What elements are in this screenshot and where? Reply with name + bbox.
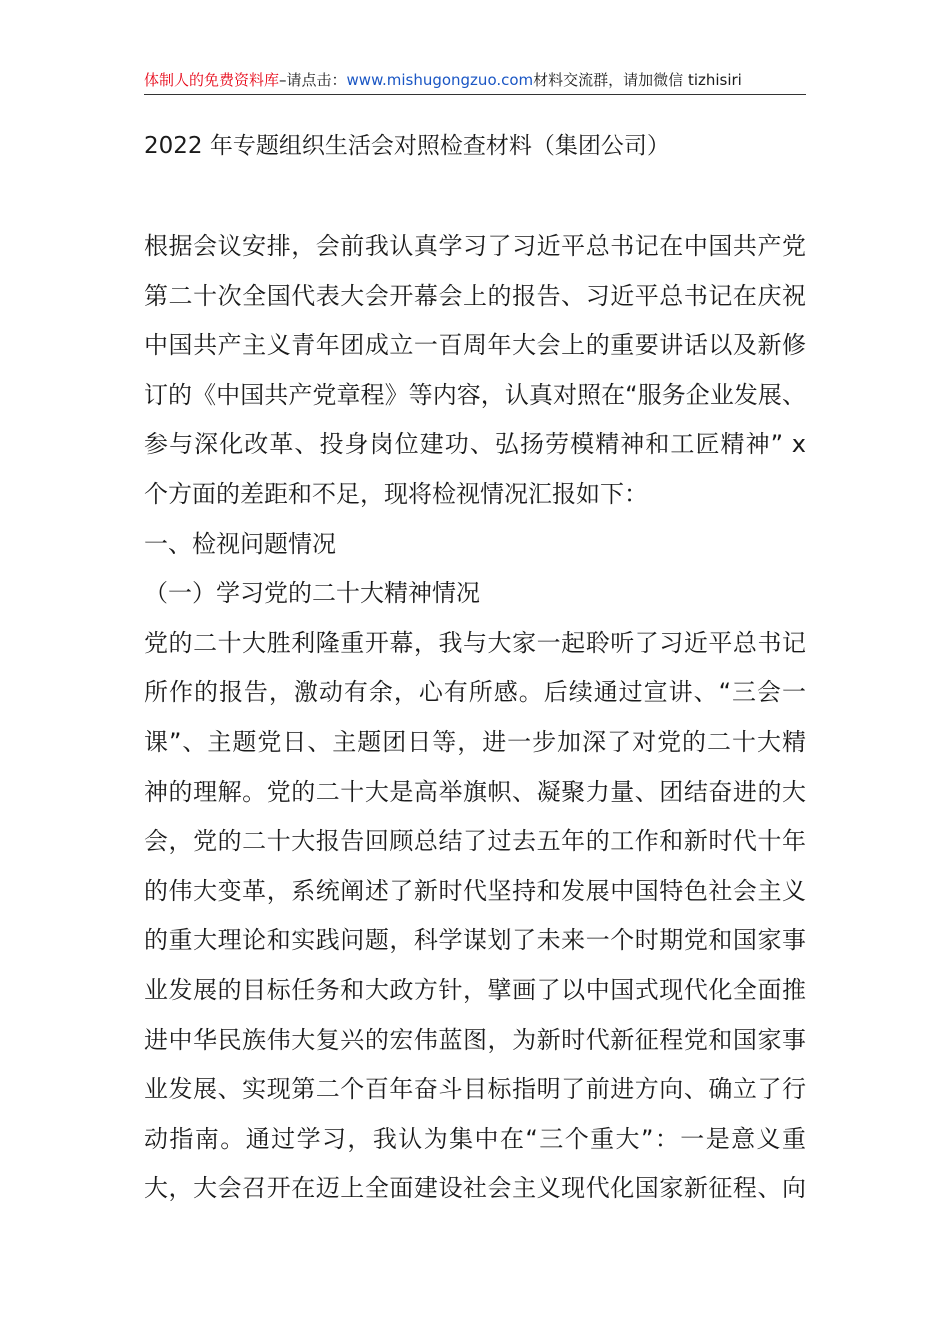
body-line: 中国共产主义青年团成立一百周年大会上的重要讲话以及新修 bbox=[144, 331, 806, 360]
document-title: 2022 年专题组织生活会对照检查材料（集团公司） bbox=[144, 133, 670, 159]
header-brand: 体制人的免费资料库 bbox=[144, 71, 280, 89]
body-line: 业发展的目标任务和大政方针，擘画了以中国式现代化全面推 bbox=[144, 975, 806, 1004]
body-line: 的重大理论和实践问题，科学谋划了未来一个时期党和国家事 bbox=[144, 926, 806, 955]
body-line: 第二十次全国代表大会开幕会上的报告、习近平总书记在庆祝 bbox=[144, 281, 806, 310]
body-line: 个方面的差距和不足，现将检视情况汇报如下： bbox=[144, 479, 648, 508]
body-line: 进中华民族伟大复兴的宏伟蓝图，为新时代新征程党和国家事 bbox=[144, 1025, 806, 1054]
page-header bbox=[144, 68, 806, 95]
body-line: 业发展、实现第二个百年奋斗目标指明了前进方向、确立了行 bbox=[144, 1075, 806, 1104]
section-heading: 一、检视问题情况 bbox=[144, 529, 336, 558]
body-line: 根据会议安排，会前我认真学习了习近平总书记在中国共产党 bbox=[144, 232, 806, 260]
body-line: 动指南。通过学习，我认为集中在“三个重大”：一是意义重 bbox=[144, 1124, 806, 1153]
body-line: 神的理解。党的二十大是高举旗帜、凝聚力量、团结奋进的大 bbox=[144, 777, 806, 806]
body-line: 所作的报告，激动有余，心有所感。后续通过宣讲、“三会一 bbox=[144, 678, 806, 707]
header-prompt: –请点击： bbox=[279, 71, 347, 89]
body-line: 会，党的二十大报告回顾总结了过去五年的工作和新时代十年 bbox=[144, 827, 806, 856]
body-line: 课”、主题党日、主题团日等，进一步加深了对党的二十大精 bbox=[144, 727, 806, 756]
body-line: 党的二十大胜利隆重开幕，我与大家一起聆听了习近平总书记 bbox=[144, 628, 806, 657]
body-line: 订的《中国共产党章程》等内容，认真对照在“服务企业发展、 bbox=[144, 380, 806, 409]
body-line: 参与深化改革、投身岗位建功、弘扬劳模精神和工匠精神” x bbox=[144, 430, 806, 459]
body-line: 大，大会召开在迈上全面建设社会主义现代化国家新征程、向 bbox=[144, 1174, 806, 1203]
header-link[interactable]: www.mishugongzuo.com bbox=[346, 71, 534, 89]
document-body bbox=[144, 222, 806, 1214]
body-line: 的伟大变革，系统阐述了新时代坚持和发展中国特色社会主义 bbox=[144, 876, 806, 905]
header-note: 材料交流群，请加微信 tizhisiri bbox=[533, 71, 742, 89]
subsection-heading: （一）学习党的二十大精神情况 bbox=[144, 579, 480, 608]
